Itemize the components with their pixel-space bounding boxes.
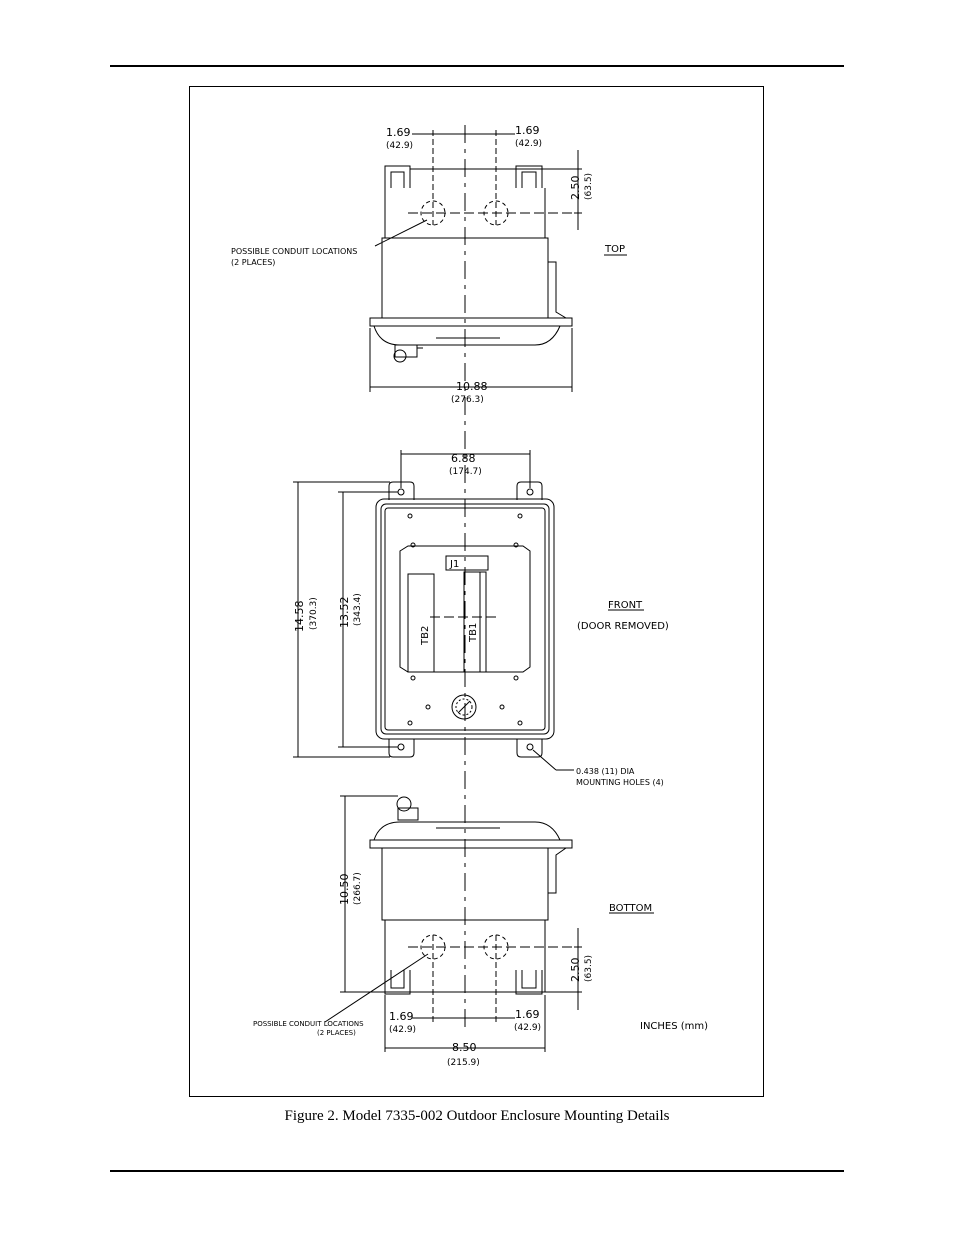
conduit-note-top-2: (2 PLACES) <box>231 258 276 267</box>
bottom-dim-850-mm: (215.9) <box>447 1058 480 1068</box>
footer-rule <box>110 1170 844 1172</box>
top-dim-left-mm: (42.9) <box>386 141 414 151</box>
top-dim-right-mm: (42.9) <box>515 139 543 149</box>
tb1-label: TB1 <box>468 622 479 642</box>
bottom-dim-left-mm: (42.9) <box>389 1025 417 1035</box>
conduit-note-top-1: POSSIBLE CONDUIT LOCATIONS <box>231 247 358 256</box>
front-view-sublabel: (DOOR REMOVED) <box>577 621 669 632</box>
bottom-dim-250: 2.50 <box>569 957 582 982</box>
tb2-label: TB2 <box>420 625 431 645</box>
j1-label: J1 <box>450 559 460 570</box>
front-dim-1352-mm: (343.4) <box>353 593 363 626</box>
top-view-label: TOP <box>605 244 626 255</box>
bottom-dim-left: 1.69 <box>389 1010 414 1023</box>
top-view <box>370 130 627 392</box>
bottom-dim-right-mm: (42.9) <box>514 1023 542 1033</box>
front-dim-1458-mm: (370.3) <box>309 597 319 630</box>
top-dim-250: 2.50 <box>569 175 582 200</box>
bottom-dim-1050-mm: (266.7) <box>353 872 363 905</box>
bottom-dim-850: 8.50 <box>452 1041 477 1054</box>
front-dim-688: 6.88 <box>451 452 476 465</box>
conduit-note-bottom-1: POSSIBLE CONDUIT LOCATIONS <box>253 1020 364 1028</box>
units-label: INCHES (mm) <box>640 1021 709 1032</box>
figure-caption: Figure 2. Model 7335-002 Outdoor Enclosure Mounting Details <box>284 1108 670 1124</box>
top-dim-1088-mm: (276.3) <box>451 395 484 405</box>
front-dim-1352: 13.52 <box>338 596 351 628</box>
bottom-view <box>325 796 654 1052</box>
mount-note-1: 0.438 (11) DIA <box>576 767 635 776</box>
bottom-view-label: BOTTOM <box>609 903 653 914</box>
top-dim-right: 1.69 <box>515 124 540 137</box>
front-view-label: FRONT <box>608 600 643 611</box>
top-dim-left: 1.69 <box>386 126 411 139</box>
front-dim-688-mm: (174.7) <box>449 467 482 477</box>
bottom-dim-1050: 10.50 <box>338 873 351 905</box>
front-dim-1458: 14.58 <box>293 600 306 632</box>
bottom-dim-250-mm: (63.5) <box>584 954 594 982</box>
top-dim-1088: 10.88 <box>456 380 488 393</box>
top-dim-250-mm: (63.5) <box>584 172 594 200</box>
conduit-note-bottom-2: (2 PLACES) <box>317 1029 356 1037</box>
mount-note-2: MOUNTING HOLES (4) <box>576 778 664 787</box>
bottom-dim-right: 1.69 <box>515 1008 540 1021</box>
